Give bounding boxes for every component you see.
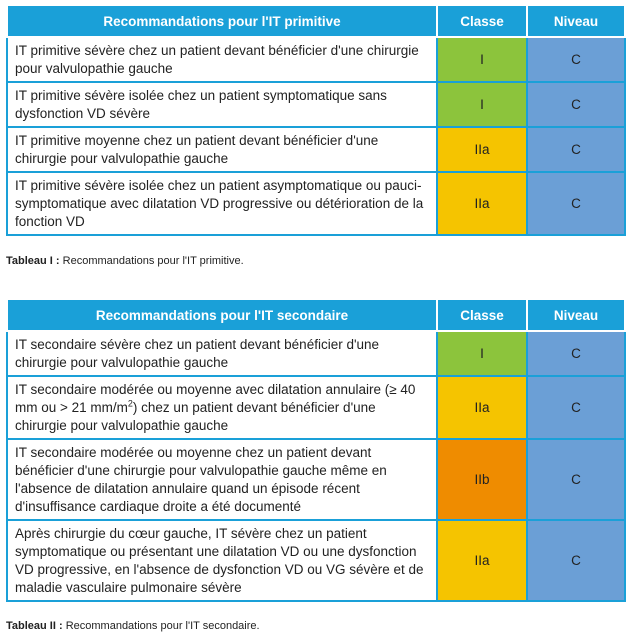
class-cell: I xyxy=(437,37,527,82)
table-row xyxy=(7,520,625,601)
level-cell: C xyxy=(527,82,625,127)
class-cell: IIa xyxy=(437,172,527,235)
text-part: ) chez un patient devant bénéficier d'une chirurgie pour valvulopathie gauche xyxy=(15,399,376,433)
recommendation-text: Après chirurgie du cœur gauche, IT sévère chez un patient symptomatique ou présentant une dilatation VD ou une dysfonction VD progressive, en l'absence de dysfonction VD ou VG sévère et de maladie vasculaire pulmonaire sévère xyxy=(7,520,437,601)
table-it-secondaire xyxy=(6,298,626,602)
table-header-row xyxy=(7,299,625,331)
class-cell: I xyxy=(437,331,527,376)
class-cell: I xyxy=(437,82,527,127)
header-niveau: Niveau xyxy=(527,299,625,331)
class-cell: IIa xyxy=(437,520,527,601)
recommendation-text: IT primitive sévère isolée chez un patient symptomatique sans dysfonction VD sévère xyxy=(7,82,437,127)
recommendation-text: IT primitive sévère chez un patient devant bénéficier d'une chirurgie pour valvulopathie gauche xyxy=(7,37,437,82)
table-row xyxy=(7,172,625,235)
table-row xyxy=(7,376,625,439)
caption-label: Tableau II : xyxy=(6,620,63,632)
table-row xyxy=(7,82,625,127)
class-cell: IIb xyxy=(437,439,527,520)
level-cell: C xyxy=(527,331,625,376)
table-caption-2 xyxy=(6,620,260,632)
table-row xyxy=(7,439,625,520)
header-classe: Classe xyxy=(437,5,527,37)
table-row xyxy=(7,127,625,172)
recommendation-text xyxy=(7,376,437,439)
header-niveau: Niveau xyxy=(527,5,625,37)
level-cell: C xyxy=(527,127,625,172)
level-cell: C xyxy=(527,172,625,235)
superscript: 2 xyxy=(127,398,133,408)
class-cell: IIa xyxy=(437,127,527,172)
recommendation-text: IT secondaire sévère chez un patient devant bénéficier d'une chirurgie pour valvulopathie gauche xyxy=(7,331,437,376)
level-cell: C xyxy=(527,439,625,520)
table-row xyxy=(7,37,625,82)
header-classe: Classe xyxy=(437,299,527,331)
table-it-primitive xyxy=(6,4,626,236)
recommendation-text: IT secondaire modérée ou moyenne chez un patient devant bénéficier d'une chirurgie pour valvulopathie gauche même en l'absence de dilatation annulaire quand un épisode récent d'insuffisance cardiaque droite a été documenté xyxy=(7,439,437,520)
header-recommandations: Recommandations pour l'IT primitive xyxy=(7,5,437,37)
class-cell: IIa xyxy=(437,376,527,439)
caption-label: Tableau I : xyxy=(6,255,60,267)
table-caption-1 xyxy=(6,255,244,267)
level-cell: C xyxy=(527,520,625,601)
level-cell: C xyxy=(527,376,625,439)
caption-text: Recommandations pour l'IT secondaire. xyxy=(62,620,260,632)
table-header-row xyxy=(7,5,625,37)
recommendation-text: IT primitive moyenne chez un patient devant bénéficier d'une chirurgie pour valvulopathie gauche xyxy=(7,127,437,172)
recommendation-text: IT primitive sévère isolée chez un patient asymptomatique ou pauci-symptomatique avec dilatation VD progressive ou détérioration de la fonction VD xyxy=(7,172,437,235)
table-row xyxy=(7,331,625,376)
header-recommandations: Recommandations pour l'IT secondaire xyxy=(7,299,437,331)
text-part: IT secondaire modérée ou moyenne avec dilatation annulaire (≥ 40 mm ou > 21 mm/m xyxy=(15,381,416,415)
caption-text: Recommandations pour l'IT primitive. xyxy=(59,255,244,267)
level-cell: C xyxy=(527,37,625,82)
